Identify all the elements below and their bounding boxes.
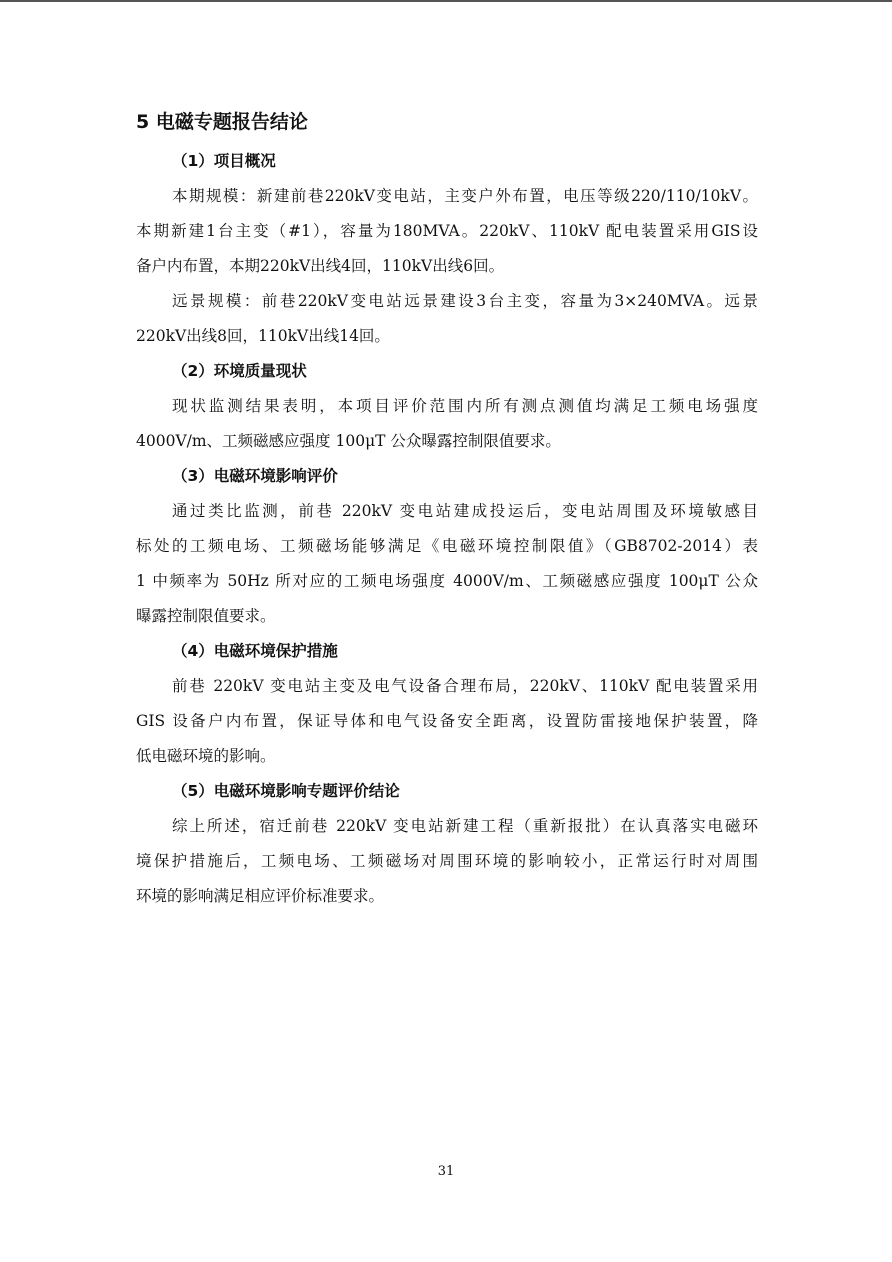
body-paragraph [136, 389, 758, 459]
paragraph-line: 本期规模：新建前巷220kV变电站，主变户外布置，电压等级220/110/10kV。 [172, 187, 758, 205]
body-paragraph [136, 284, 758, 354]
paragraph-line: 环境的影响满足相应评价标准要求。 [136, 887, 385, 905]
paragraph-line: 4000V/m、工频磁感应强度 100μT 公众曝露控制限值要求。 [136, 432, 561, 450]
paragraph-line: 本期新建1台主变（#1），容量为180MVA。220kV、110kV 配电装置采用GIS设 [136, 222, 758, 240]
paragraph-line: 标处的工频电场、工频磁场能够满足《电磁环境控制限值》（GB8702-2014）表 [136, 537, 758, 555]
top-border-line [0, 0, 892, 2]
subsection-heading: （1）项目概况 [172, 152, 276, 170]
paragraph-line: 远景规模：前巷220kV变电站远景建设3台主变，容量为3×240MVA。远景 [172, 292, 758, 310]
paragraph-line: 低电磁环境的影响。 [136, 747, 276, 765]
body-paragraph [136, 809, 758, 914]
section-title: 5 电磁专题报告结论 [136, 111, 308, 133]
paragraph-line: 现状监测结果表明，本项目评价范围内所有测点测值均满足工频电场强度 [172, 397, 758, 415]
subsection-heading: （4）电磁环境保护措施 [172, 642, 338, 660]
paragraph-line: 前巷 220kV 变电站主变及电气设备合理布局，220kV、110kV 配电装置采用 [172, 677, 758, 695]
paragraph-line: 曝露控制限值要求。 [136, 607, 276, 625]
subsections-container [136, 144, 758, 914]
paragraph-line: GIS 设备户内布置，保证导体和电气设备安全距离，设置防雷接地保护装置，降 [136, 712, 758, 730]
page-number: 31 [437, 1164, 455, 1179]
body-paragraph [136, 494, 758, 634]
subsection-heading: （2）环境质量现状 [172, 362, 307, 380]
paragraph-line: 综上所述，宿迁前巷 220kV 变电站新建工程（重新报批）在认真落实电磁环 [172, 817, 758, 835]
paragraph-line: 通过类比监测，前巷 220kV 变电站建成投运后，变电站周围及环境敏感目 [172, 502, 758, 520]
paragraph-line: 境保护措施后，工频电场、工频磁场对周围环境的影响较小，正常运行时对周围 [136, 852, 758, 870]
subsection-heading: （3）电磁环境影响评价 [172, 467, 338, 485]
paragraph-line: 1 中频率为 50Hz 所对应的工频电场强度 4000V/m、工频磁感应强度 100μT 公众 [136, 572, 758, 590]
paragraph-line: 220kV出线8回，110kV出线14回。 [136, 327, 390, 345]
paragraph-line: 备户内布置，本期220kV出线4回，110kV出线6回。 [136, 257, 505, 275]
document-body [136, 108, 758, 914]
subsection-heading: （5）电磁环境影响专题评价结论 [172, 782, 400, 800]
body-paragraph [136, 179, 758, 284]
body-paragraph [136, 669, 758, 774]
